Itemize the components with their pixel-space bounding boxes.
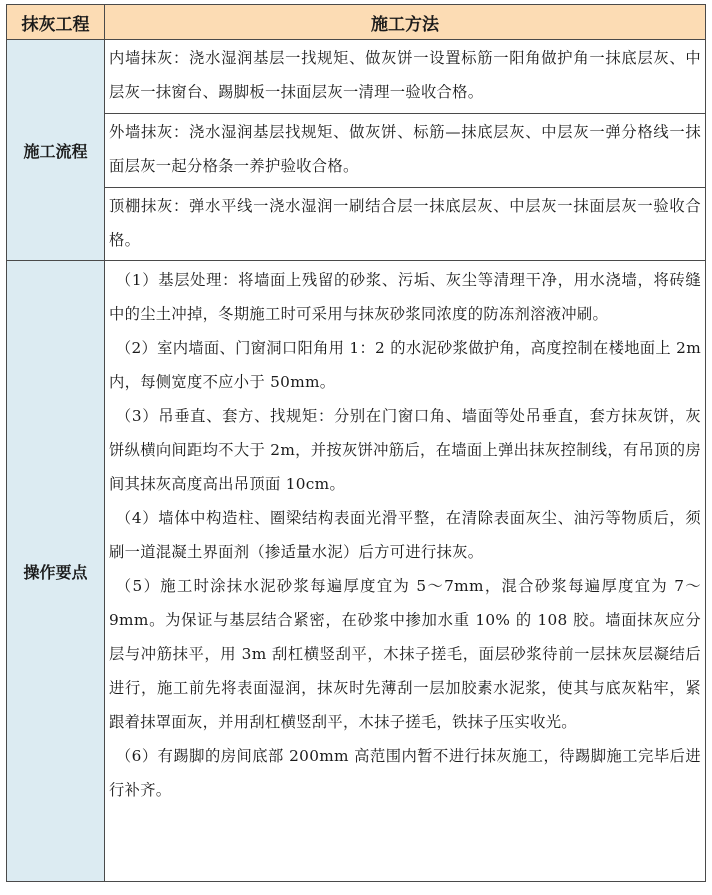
- key-points-content: [105, 261, 706, 882]
- table-header-row: [7, 5, 706, 40]
- flow-ceiling: 顶棚抹灰：弹水平线一浇水湿润一刷结合层一抹底层灰、中层灰一抹面层灰一验收合格。: [105, 188, 706, 261]
- construction-method-table: [6, 4, 706, 882]
- label-construction-flow: 施工流程: [7, 40, 105, 261]
- flow-row-ceiling: [7, 188, 706, 261]
- flow-row-interior: [7, 40, 706, 114]
- key-point-corner-protection: （2）室内墙面、门窗洞口阳角用 1：2 的水泥砂浆做护角，高度控制在楼地面上 2m 内，每侧宽度不应小于 50mm。: [109, 339, 701, 391]
- key-point-layer-thickness: （5）施工时涂抹水泥砂浆每遍厚度宜为 5～7mm，混合砂浆每遍厚度宜为 7～9mm。为保证与基层结合紧密，在砂浆中掺加水重 10% 的 108 胶。墙面抹灰应分层与冲筋抹平，用 3m 刮杠横竖刮平，木抹子搓毛，面层砂浆待前一层抹灰层凝结后进行，施工前先将表面湿润，抹灰时先薄刮一层加胶素水泥浆，使其与底灰粘牢，紧跟着抹罩面灰，并用刮杠横竖刮平，木抹子搓毛，铁抹子压实收光。: [109, 577, 701, 731]
- header-plastering-work: 抹灰工程: [7, 5, 105, 40]
- key-point-skirting: （6）有踢脚的房间底部 200mm 高范围内暂不进行抹灰施工，待踢脚施工完毕后进行补齐。: [109, 747, 701, 799]
- header-construction-method: 施工方法: [105, 5, 706, 40]
- key-point-plumb-and-square: （3）吊垂直、套方、找规矩：分别在门窗口角、墙面等处吊垂直，套方抹灰饼，灰饼纵横向间距均不大于 2m，并按灰饼冲筋后，在墙面上弹出抹灰控制线，有吊顶的房间其抹灰高度高出吊顶面 10cm。: [109, 407, 701, 493]
- flow-interior-wall: 内墙抹灰：浇水湿润基层一找规矩、做灰饼一设置标筋一阳角做护角一抹底层灰、中层灰一抹窗台、踢脚板一抹面层灰一清理一验收合格。: [105, 40, 706, 114]
- flow-exterior-wall: 外墙抹灰：浇水湿润基层找规矩、做灰饼、标筋—抹底层灰、中层灰一弹分格线一抹面层灰一起分格条一养护验收合格。: [105, 114, 706, 188]
- key-points-row: [7, 261, 706, 882]
- key-point-structural-surface: （4）墙体中构造柱、圈梁结构表面光滑平整，在清除表面灰尘、油污等物质后，须刷一道混凝土界面剂（掺适量水泥）后方可进行抹灰。: [109, 509, 701, 561]
- label-key-points: 操作要点: [7, 261, 105, 882]
- flow-row-exterior: [7, 114, 706, 188]
- key-point-base-treatment: （1）基层处理：将墙面上残留的砂浆、污垢、灰尘等清理干净，用水浇墙，将砖缝中的尘土冲掉，冬期施工时可采用与抹灰砂浆同浓度的防冻剂溶液冲刷。: [109, 271, 701, 323]
